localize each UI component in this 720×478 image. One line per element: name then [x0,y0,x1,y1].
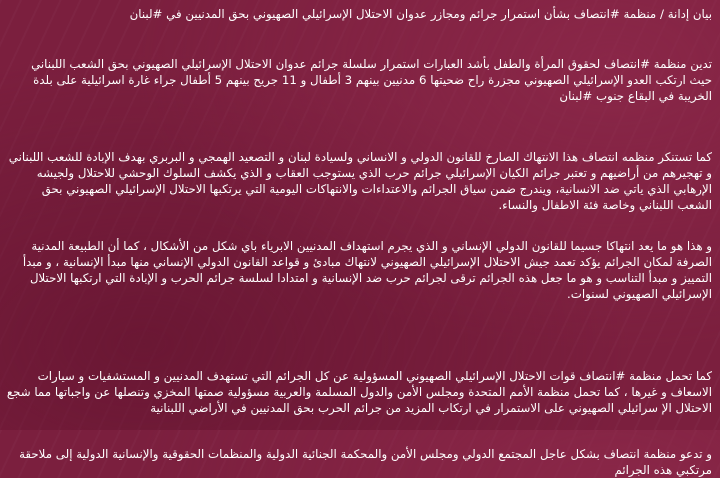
paragraph-responsibility: كما تحمل منظمة #انتصاف قوات الاحتلال الإسرائيلي الصهيوني المسؤولية عن كل الجرائم التي تستهدف المدنيين و المستشفيات و سيارات الاسعاف و غيرها ، كما تحمل منظمة الأمم المتحدة ومجلس الأمن والدول المسلمة والعربية مسؤولية صمتها المخزي وتنصلها عن واجباتها مما شجع الاحتلال الإ سرائيلي الصهيوني على الاستمرار في ارتكاب المزيد من جرائم الحرب بحق المدنيين في الأراضي اللبنانية [6,369,712,415]
statement-title: بيان إدانة / منظمة #انتصاف بشأن استمرار جرائم ومجازر عدوان الاحتلال الإسرائيلي الصهيوني بحق المدنيين في #لبنان [129,7,712,21]
paragraph-condemnation: تدين منظمة #انتصاف لحقوق المرأة والطفل بأشد العبارات استمرار سلسلة جرائم عدوان الاحتلال الإسرائيلي الصهيوني بحق الشعب اللبناني حيث ارتكب العدو الإسرائيلي الصهيوني مجزرة راح ضحيتها 6 مدنيين بينهم 3 أطفال و 11 جريح بينهم 5 أطفال جراء غارة اسرائيلية على بلدة الخريبة في البقاع جنوب #لبنان [31,57,712,103]
paragraph-denunciation: كما تستنكر منظمه انتصاف هذا الانتهاك الصارخ للقانون الدولي و الانساني ولسيادة لبنان و التصعيد الهمجي و البربري بهدف الإبادة للشعب اللبناني و تهجيرهم من أراضيهم و تعتبر جرائم الكيان الإسرائيلي جرائم حرب الذي يستوجب العقاب و الذي يكشف السلوك الوحشي للاحتلال ولجيشه الإرهابي الذي ياتي ضد الانسانية، ويندرج ضمن سياق الجرائم والاعتداءات والانتهاكات اليومية التي يرتكبها الاحتلال الإسرائيلي الصهيوني بحق الشعب اللبناني وخاصة فئة الاطفال والنساء. [8,150,712,212]
paragraph-call-to-action: و تدعو منظمة انتصاف بشكل عاجل المجتمع الدولي ومجلس الأمن والمحكمة الجنائية الدولية والمنظمات الحقوقية والإنسانية الدولية إلى ملاحقة مرتكبي هذه الجرائم [19,447,712,477]
paragraph-international-law: و هذا هو ما يعد انتهاكا جسيما للقانون الدولي الإنساني و الذي يجرم استهداف المدنيين الابرياء باي شكل من الأشكال ، كما أن الطبيعة المدنية الصرفة لمكان الجرائم يؤكد تعمد جيش الاحتلال الإسرائيلي الصهيوني لانتهاك مبادئ و قواعد القانون الدولي الإنساني منها مبدأ الإنسانية ، و مبدأ التمييز و مبدأ التناسب و هو ما جعل هذه الجرائم ترقى لجرائم حرب ضد الإنسانية و امتدادا لسلسة جرائم الحرب و الإبادة التي ارتكبها الاحتلال الإسرائيلي الصهيوني لسنوات. [22,239,712,301]
